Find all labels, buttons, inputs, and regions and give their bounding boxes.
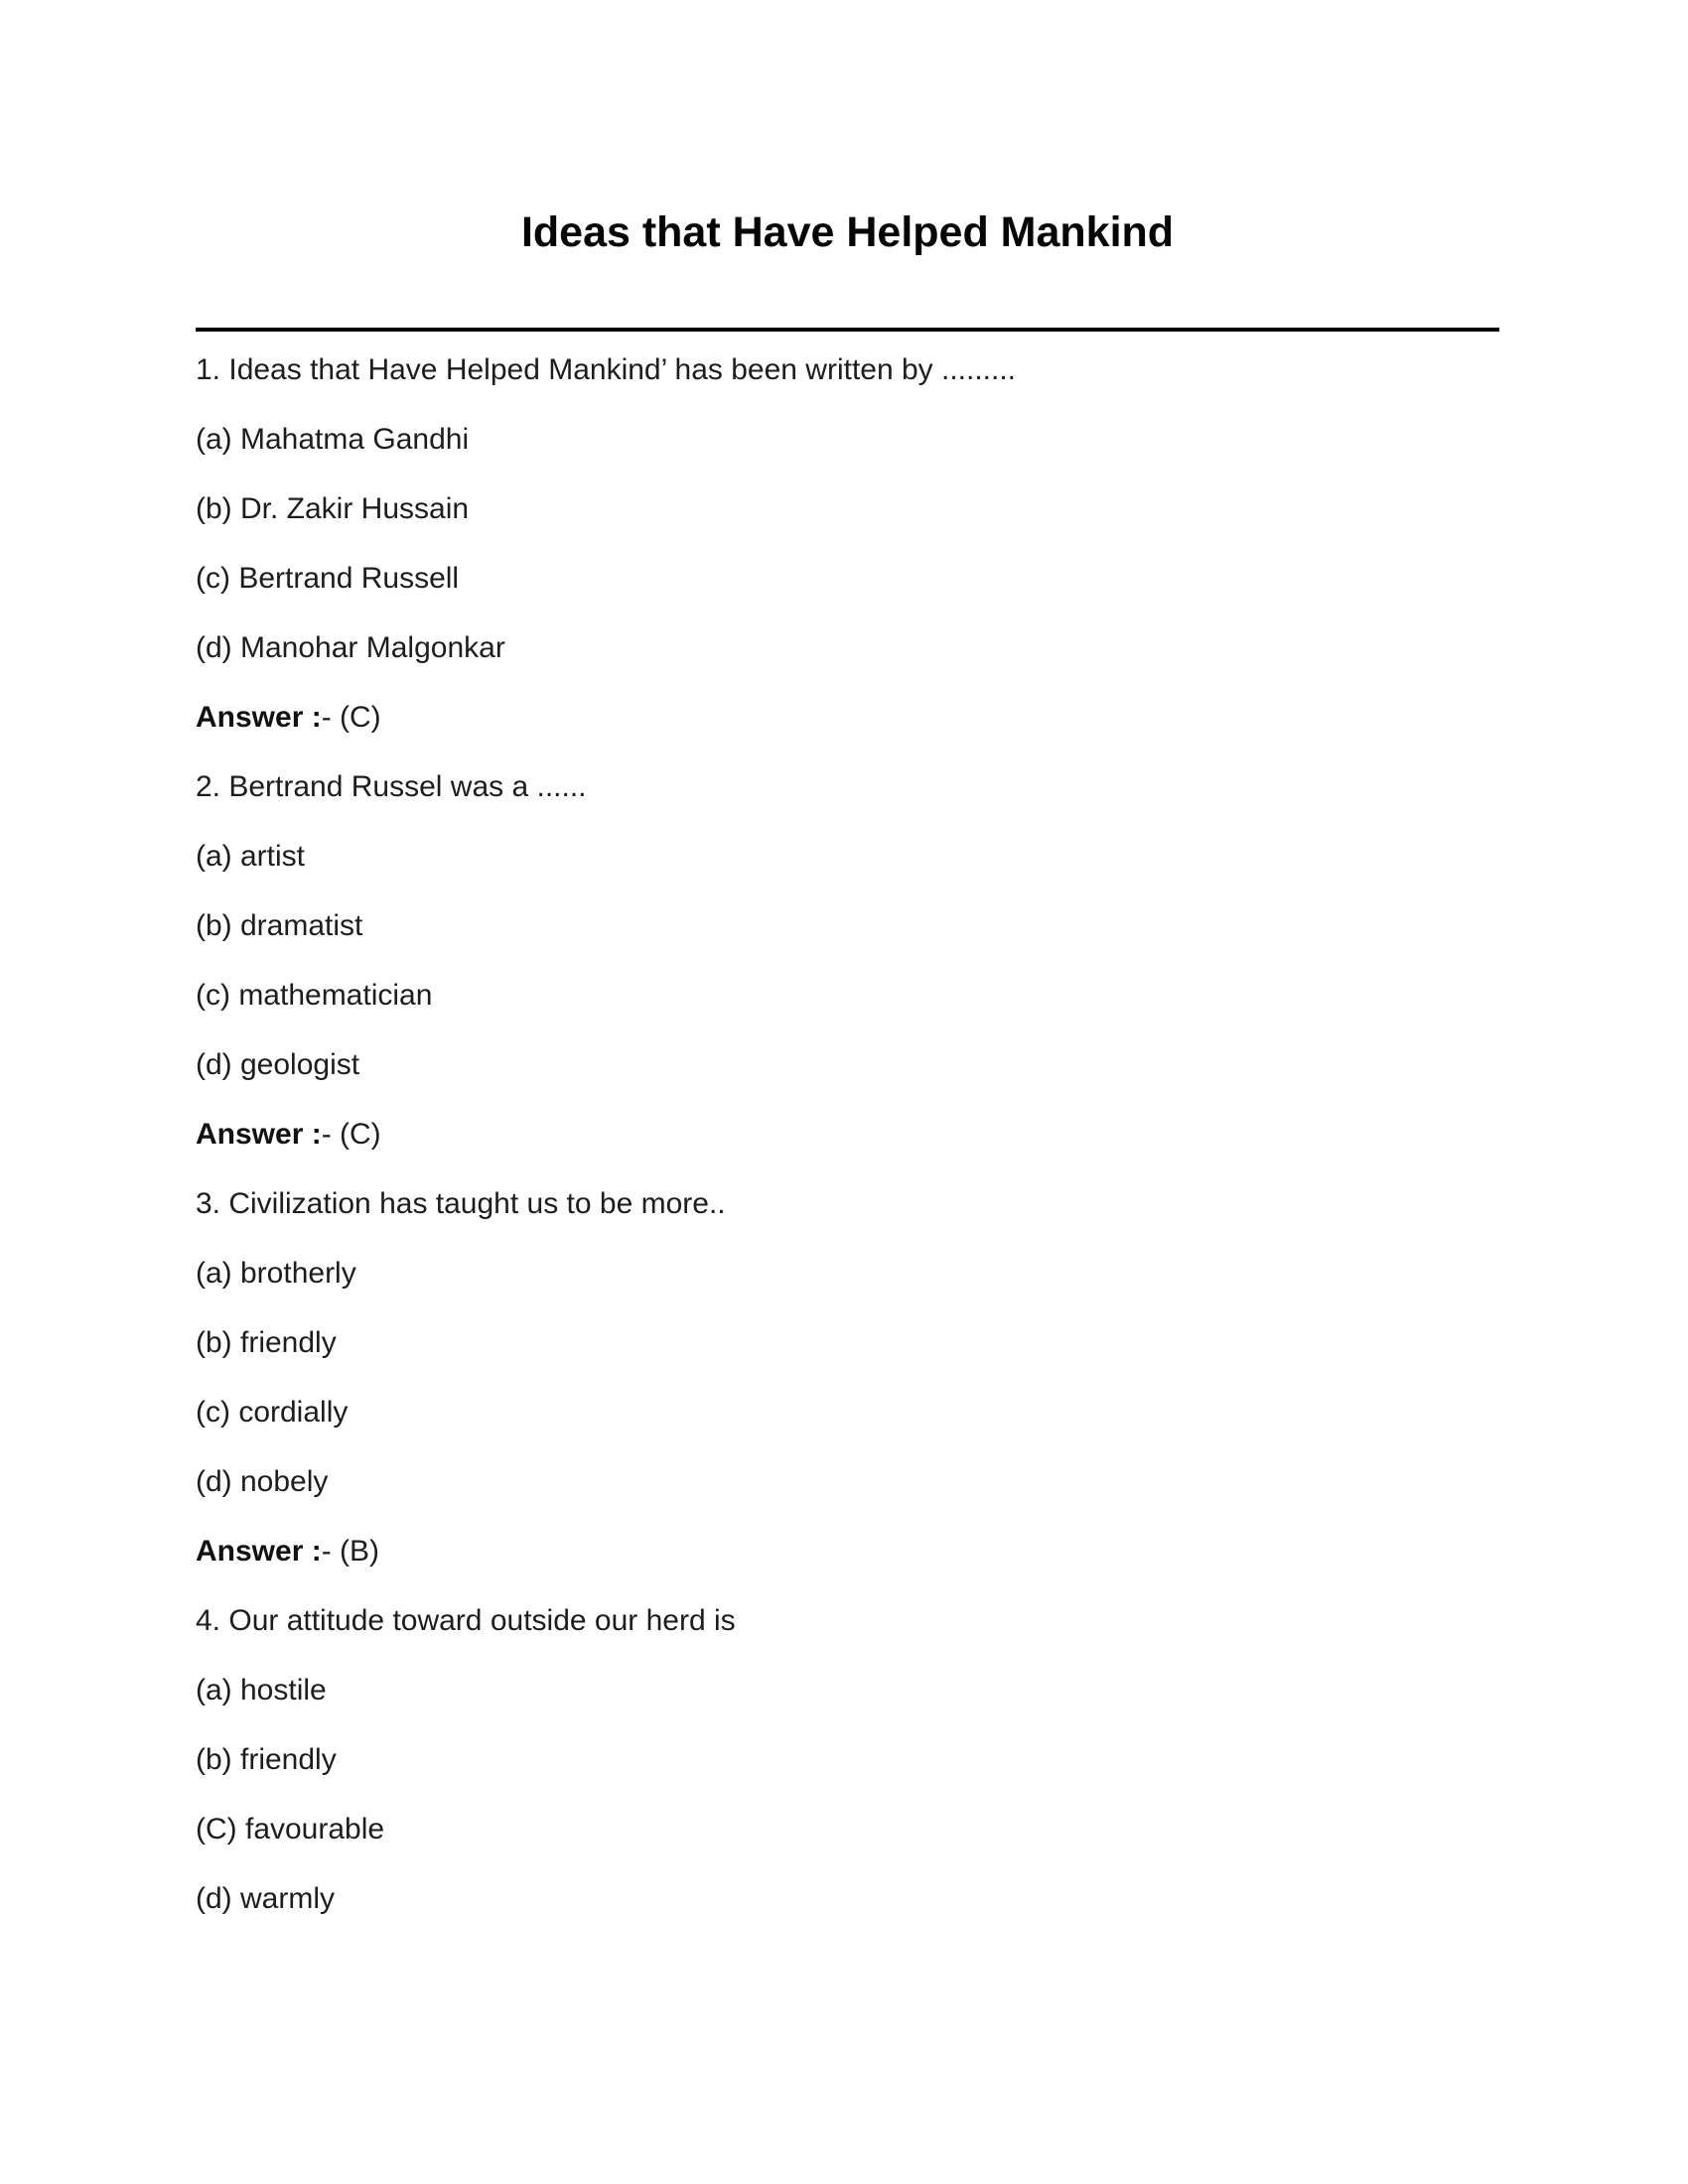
question-4-option-c: (C) favourable [196, 1813, 385, 1845]
question-4-option-b: (b) friendly [196, 1743, 337, 1776]
question-list [196, 336, 1499, 1934]
question-1-answer [196, 683, 1499, 752]
question-2-text: 2. Bertrand Russel was a ...... [196, 770, 587, 803]
answer-label: Answer : [196, 701, 322, 734]
question-1-option-c: (c) Bertrand Russell [196, 562, 460, 595]
question-3-option-b: (b) friendly [196, 1326, 337, 1359]
question-3-option-c: (c) cordially [196, 1396, 349, 1429]
question-1-text: 1. Ideas that Have Helped Mankind’ has been written by ......... [196, 353, 1017, 386]
question-2-option-d: (d) geologist [196, 1048, 360, 1081]
title-divider [196, 328, 1499, 332]
question-1-option-b: (b) Dr. Zakir Hussain [196, 492, 470, 525]
answer-value: - (C) [321, 701, 381, 734]
question-3-answer [196, 1517, 1499, 1586]
question-3-option-a: (a) brotherly [196, 1257, 356, 1290]
answer-label: Answer : [196, 1535, 322, 1568]
answer-value: - (C) [321, 1118, 381, 1151]
answer-label: Answer : [196, 1118, 322, 1151]
question-4-option-a: (a) hostile [196, 1674, 327, 1706]
question-2-option-a: (a) artist [196, 840, 306, 873]
question-2-option-c: (c) mathematician [196, 979, 433, 1012]
question-4-text: 4. Our attitude toward outside our herd is [196, 1604, 736, 1637]
question-1-option-d: (d) Manohar Malgonkar [196, 631, 505, 664]
question-2-option-b: (b) dramatist [196, 909, 363, 942]
page-title: Ideas that Have Helped Mankind [520, 208, 1175, 256]
question-1-option-a: (a) Mahatma Gandhi [196, 423, 470, 456]
answer-value: - (B) [321, 1535, 380, 1568]
question-2-answer [196, 1100, 1499, 1169]
question-3-text: 3. Civilization has taught us to be more.. [196, 1187, 726, 1220]
question-3-option-d: (d) nobely [196, 1465, 329, 1498]
question-4-option-d: (d) warmly [196, 1882, 335, 1915]
